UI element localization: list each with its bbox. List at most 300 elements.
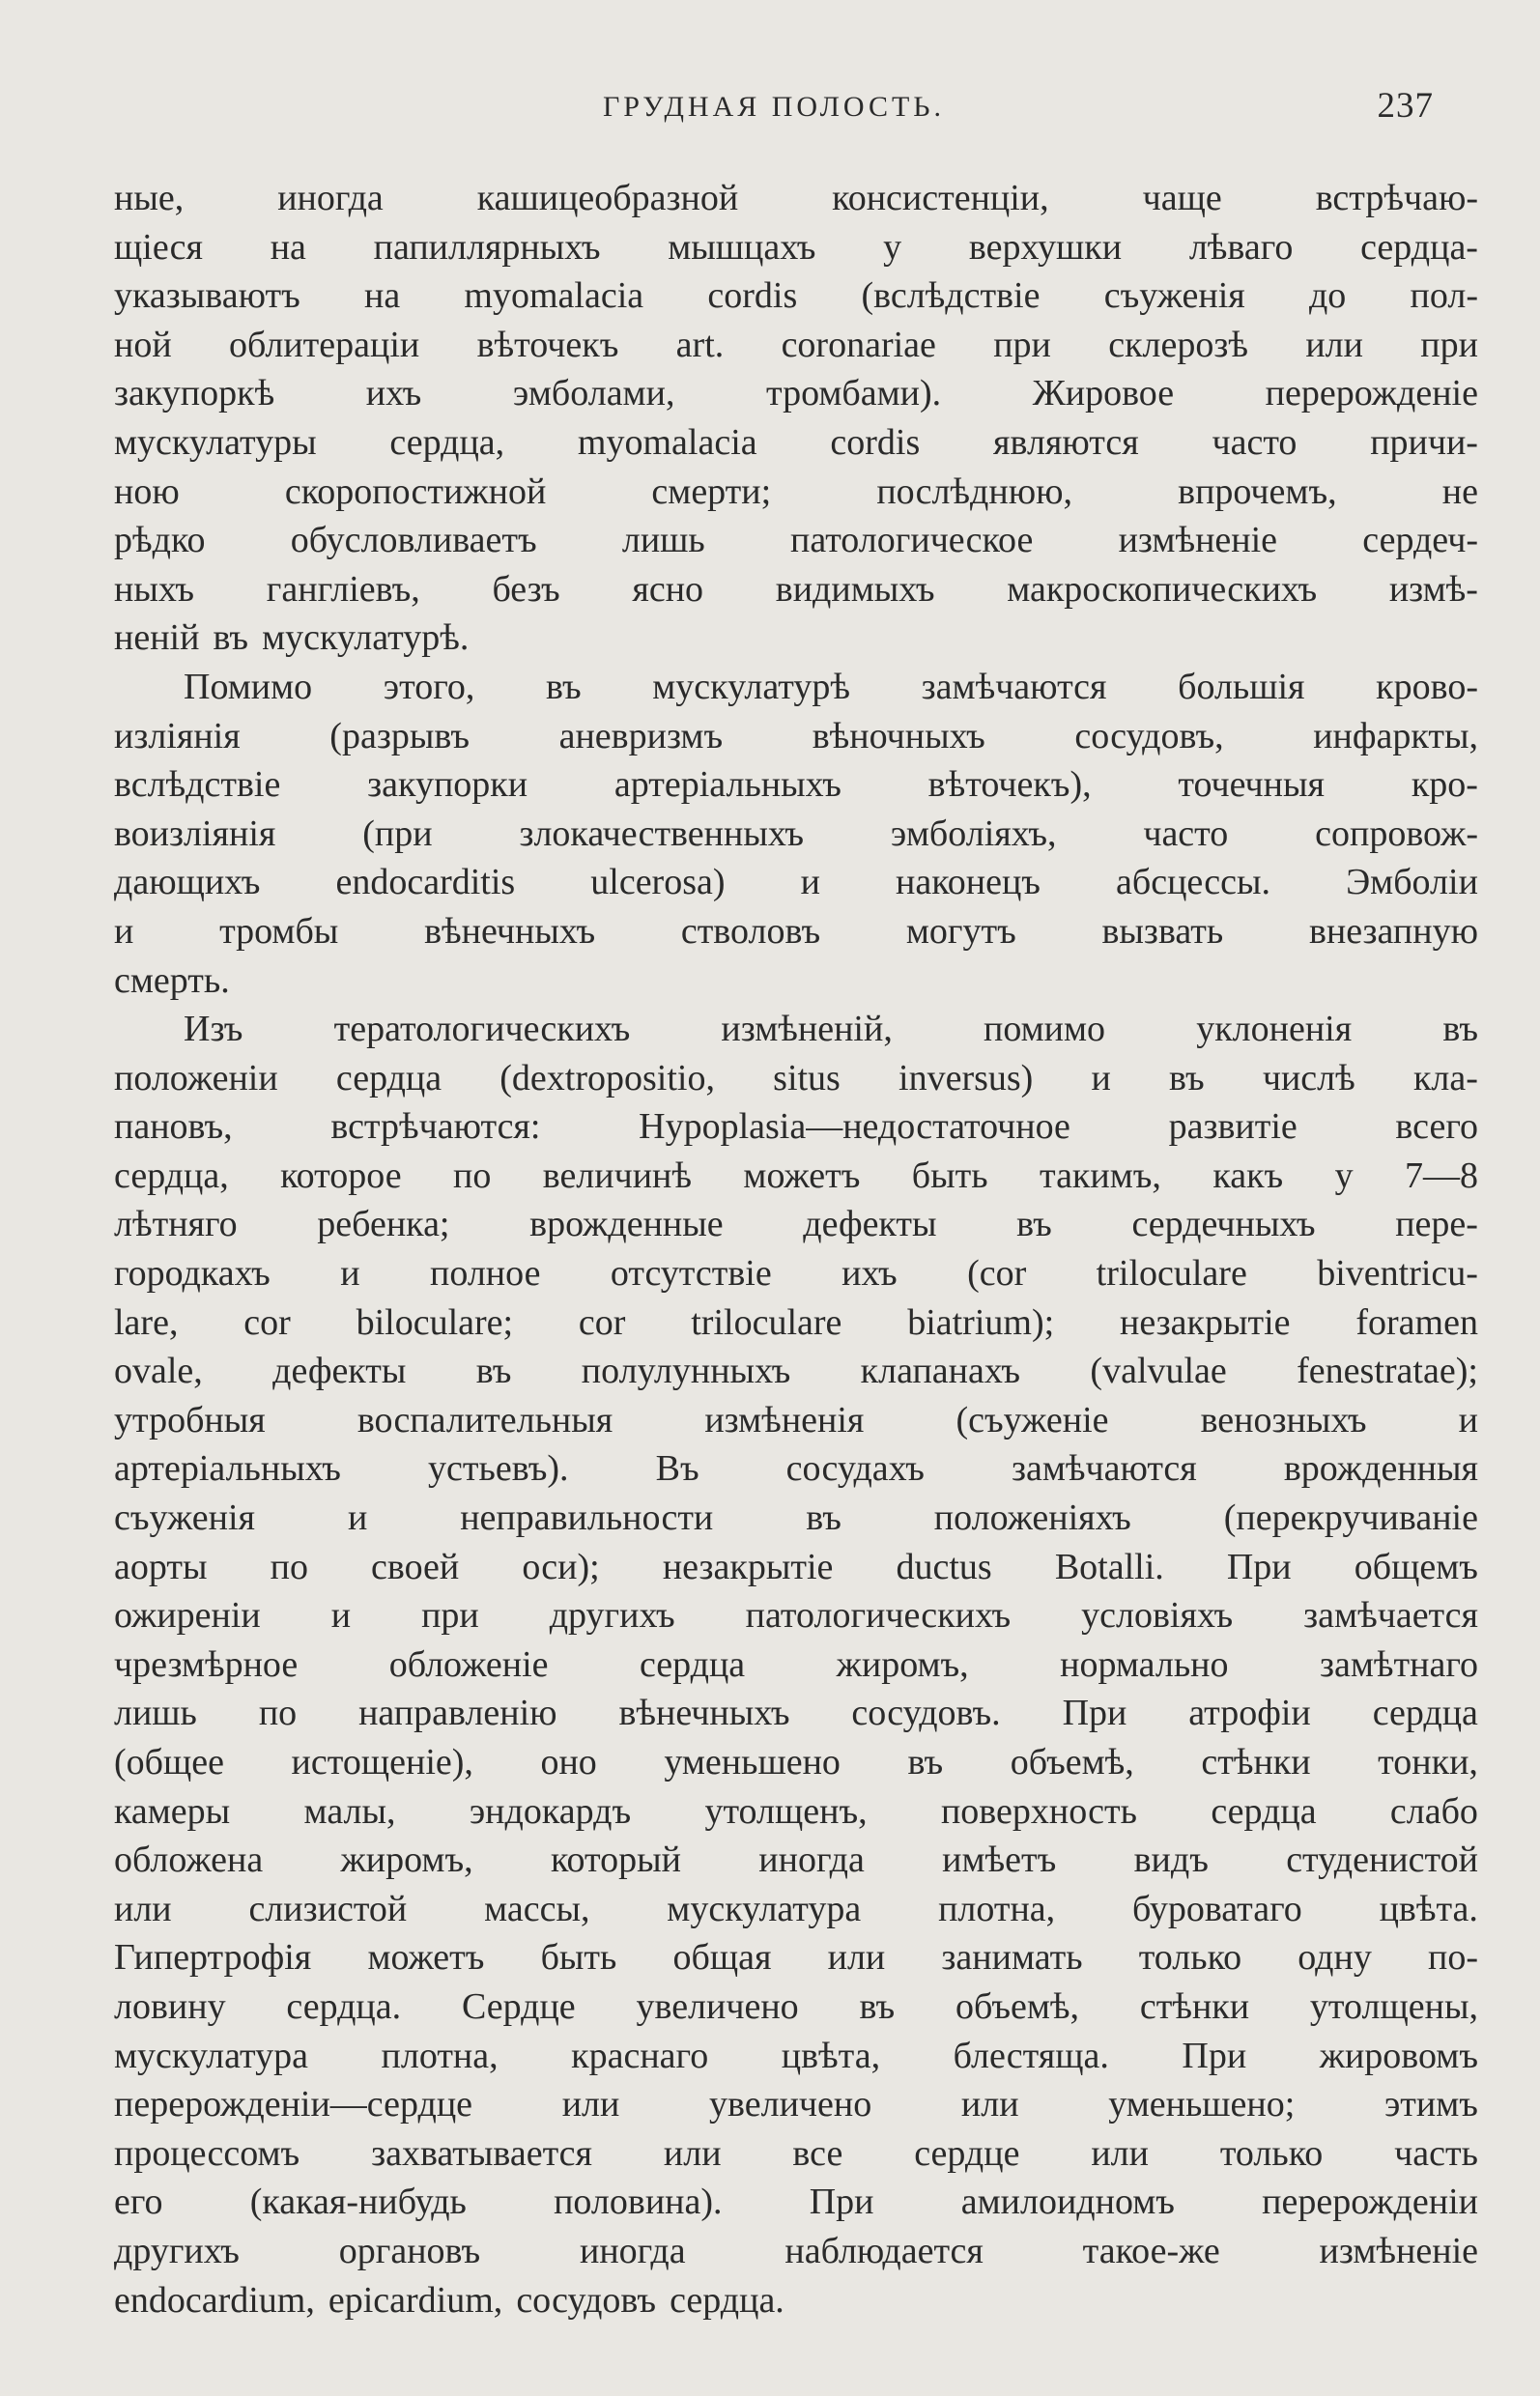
word: Сердце <box>461 1985 576 2027</box>
text-line <box>114 663 1478 712</box>
word: безъ <box>492 568 560 610</box>
word: можетъ <box>367 1937 485 1979</box>
text-line <box>114 1738 1478 1787</box>
word: закупоркѣ <box>114 373 275 414</box>
word: въ <box>859 1985 896 2027</box>
word: ulcerosa) <box>590 862 726 903</box>
word: на <box>363 275 401 317</box>
word: foramen <box>1355 1301 1478 1343</box>
word: и <box>1458 1399 1478 1440</box>
word: cor <box>578 1301 626 1343</box>
word: или <box>1305 324 1363 365</box>
word: ной <box>114 324 172 365</box>
word: полное <box>430 1253 541 1295</box>
word: вѣнечныхъ <box>424 910 596 952</box>
word: воизліянія <box>114 813 276 854</box>
word: замѣчается <box>1303 1595 1478 1637</box>
word: клапанахъ <box>860 1351 1021 1392</box>
word: перерожденіи <box>1262 2182 1478 2223</box>
word: крово- <box>1376 666 1478 707</box>
word: сердца, <box>114 1155 229 1196</box>
text-line <box>114 174 1478 223</box>
word: При <box>1062 1693 1127 1734</box>
word: ожиреніи <box>114 1595 261 1637</box>
word: сосудовъ. <box>851 1693 1001 1734</box>
word: жиромъ, <box>340 1840 473 1881</box>
word: сердца <box>1372 1693 1478 1734</box>
word: у <box>883 226 902 268</box>
text-line <box>114 468 1478 517</box>
word: встрѣчаю- <box>1315 178 1478 218</box>
word: часть <box>1394 2132 1478 2174</box>
word: сердца- <box>1360 226 1478 268</box>
word: (общее <box>114 1742 224 1783</box>
word: вѣнечныхъ <box>618 1693 790 1734</box>
word: инфаркты, <box>1313 715 1478 756</box>
word: (съуженіе <box>955 1399 1109 1440</box>
word: и <box>330 1595 352 1637</box>
word: въ <box>1169 1057 1205 1098</box>
text-line <box>114 1200 1478 1249</box>
text-line <box>114 1054 1478 1103</box>
word: въ <box>545 666 582 707</box>
word: другихъ <box>114 2230 240 2271</box>
text-line <box>114 516 1478 565</box>
word: смерти; <box>651 471 772 512</box>
word: впрочемъ, <box>1178 471 1337 512</box>
word: цвѣта. <box>1379 1888 1478 1929</box>
word: или <box>561 2084 620 2125</box>
text-line <box>114 956 1478 1006</box>
word: поверхность <box>940 1790 1137 1832</box>
word: измѣ- <box>1388 568 1478 610</box>
word: и <box>347 1498 368 1539</box>
word: (вслѣдствіе <box>861 275 1041 317</box>
word: въ <box>475 1351 512 1392</box>
word: эмболіяхъ, <box>890 813 1057 854</box>
word: ихъ <box>365 373 422 414</box>
word: атрофіи <box>1188 1693 1311 1734</box>
word: Botalli. <box>1054 1546 1164 1587</box>
word: всего <box>1395 1106 1478 1148</box>
word: воспалительныя <box>356 1399 613 1440</box>
page-number: 237 <box>1377 86 1434 126</box>
word: числѣ <box>1262 1057 1355 1098</box>
text-line <box>114 2080 1478 2129</box>
word: замѣчаются <box>1011 1448 1197 1490</box>
word: причи- <box>1370 421 1478 463</box>
word: отсутствіе <box>610 1253 772 1295</box>
word: артеріальныхъ <box>114 1448 341 1490</box>
text-line <box>114 1543 1478 1592</box>
text-line <box>114 1640 1478 1690</box>
word: пановъ, <box>114 1106 233 1148</box>
word: артеріальныхъ <box>613 764 841 806</box>
word: жировомъ <box>1319 2035 1478 2076</box>
word: неправильности <box>460 1498 714 1539</box>
word: утолщенъ, <box>704 1790 868 1832</box>
word: стволовъ <box>680 910 821 952</box>
word: ловину <box>114 1985 226 2027</box>
text-line <box>114 613 1478 663</box>
word: сосудовъ <box>516 2279 657 2321</box>
word: краснаго <box>571 2035 709 2076</box>
text-line <box>114 858 1478 907</box>
word: буроватаго <box>1131 1888 1302 1929</box>
word: другихъ <box>549 1595 675 1637</box>
word: врожденныя <box>1283 1448 1478 1490</box>
word: перерожденіи—сердце <box>114 2084 473 2125</box>
word: внезапную <box>1308 910 1478 952</box>
word: Гипертрофія <box>114 1937 312 1979</box>
word: который <box>550 1840 681 1881</box>
text-line <box>114 2129 1478 2179</box>
word: плотна, <box>938 1888 1056 1929</box>
word: слабо <box>1389 1790 1478 1832</box>
word: иногда <box>758 1840 865 1881</box>
word: дающихъ <box>114 862 261 903</box>
word: слизистой <box>248 1888 408 1929</box>
word: art. <box>675 324 725 365</box>
word: гангліевъ, <box>266 568 420 610</box>
word: уклоненія <box>1196 1009 1353 1050</box>
word: до <box>1308 275 1347 317</box>
word: оси); <box>522 1546 600 1587</box>
word: При <box>809 2182 874 2223</box>
word: могутъ <box>905 910 1016 952</box>
word: тератологическихъ <box>333 1009 631 1050</box>
text-line <box>114 2032 1478 2081</box>
word: помимо <box>983 1009 1106 1050</box>
word: при <box>1420 324 1478 365</box>
word: не <box>1441 471 1478 512</box>
word: закупорки <box>367 764 528 806</box>
word: половина). <box>554 2182 723 2223</box>
word: склерозѣ <box>1108 324 1249 365</box>
word: положеніи <box>114 1057 278 1098</box>
word: уменьшено <box>664 1742 841 1783</box>
word: кро- <box>1411 764 1478 806</box>
word: которое <box>280 1155 402 1196</box>
text-line <box>114 1396 1478 1445</box>
word: пере- <box>1395 1204 1478 1245</box>
word: замѣтнаго <box>1319 1643 1478 1685</box>
word: biventricu- <box>1317 1253 1478 1295</box>
word: малы, <box>303 1790 396 1832</box>
word: направленію <box>358 1693 557 1734</box>
word: при <box>421 1595 479 1637</box>
word: замѣчаются <box>921 666 1107 707</box>
word: triloculare <box>691 1301 842 1343</box>
word: аневризмъ <box>558 715 724 756</box>
text-line <box>114 1836 1478 1885</box>
word: по <box>258 1693 298 1734</box>
word: вызвать <box>1101 910 1224 952</box>
word: нормально <box>1060 1643 1229 1685</box>
word: 7—8 <box>1404 1155 1478 1196</box>
word: съуженія <box>114 1498 256 1539</box>
word: endocardium, <box>114 2279 315 2321</box>
word: его <box>114 2182 163 2223</box>
word: величинѣ <box>542 1155 693 1196</box>
word: лѣтняго <box>114 1204 238 1245</box>
word: иногда <box>277 178 384 218</box>
word: видъ <box>1133 1840 1209 1881</box>
text-line <box>114 1885 1478 1934</box>
word: cordis <box>830 421 921 463</box>
word: въ <box>907 1742 944 1783</box>
word: амилоидномъ <box>960 2182 1175 2223</box>
word: или <box>663 2132 722 2174</box>
word: сосудахъ <box>785 1448 925 1490</box>
word: Изъ <box>184 1009 243 1050</box>
text-line <box>114 418 1478 468</box>
word: и <box>1091 1057 1111 1098</box>
word: по <box>270 1546 308 1587</box>
word: стѣнки <box>1201 1742 1311 1783</box>
word: являются <box>993 421 1139 463</box>
word: уменьшено; <box>1108 2084 1296 2125</box>
word: сердце <box>914 2132 1020 2174</box>
word: какъ <box>1212 1155 1284 1196</box>
word: наконецъ <box>896 862 1041 903</box>
word: истощеніе), <box>291 1742 473 1783</box>
word: cor <box>243 1301 291 1343</box>
word: epicardium, <box>328 2279 503 2321</box>
word: кашицеобразной <box>476 178 739 218</box>
word: венозныхъ <box>1200 1399 1367 1440</box>
word: большія <box>1178 666 1305 707</box>
word: мускулатуры <box>114 421 317 463</box>
word: сердца <box>335 1057 442 1098</box>
word: измѣненій, <box>721 1009 893 1050</box>
word: (valvulae <box>1090 1351 1227 1392</box>
word: или <box>827 1937 886 1979</box>
word: При <box>1182 2035 1247 2076</box>
word: сопровож- <box>1315 813 1478 854</box>
word: патологическое <box>789 520 1034 561</box>
word: видимыхъ <box>775 568 935 610</box>
word: обусловливаетъ <box>290 520 537 561</box>
word: (разрывъ <box>329 715 471 756</box>
word: сердца, <box>389 421 505 463</box>
word: щіеся <box>114 226 203 268</box>
word: незакрытіе <box>662 1546 834 1587</box>
word: абсцессы. <box>1116 862 1271 903</box>
word: biatrium); <box>907 1301 1055 1343</box>
word: скоропостижной <box>284 471 547 512</box>
word: быть <box>540 1937 617 1979</box>
word: пол- <box>1410 275 1478 317</box>
word: мышцахъ <box>668 226 816 268</box>
word: обложена <box>114 1840 264 1881</box>
word: этимъ <box>1384 2084 1478 2125</box>
word: незакрытіе <box>1119 1301 1291 1343</box>
word: массы, <box>484 1888 590 1929</box>
word: увеличено <box>709 2084 872 2125</box>
word: мускулатурѣ <box>652 666 851 707</box>
word: въ <box>1016 1204 1052 1245</box>
text-line <box>114 1689 1478 1738</box>
word: папиллярныхъ <box>373 226 601 268</box>
word: общая <box>672 1937 772 1979</box>
word: coronariae <box>781 324 936 365</box>
word: стѣнки <box>1139 1985 1250 2027</box>
word: только <box>1219 2132 1324 2174</box>
word: объемѣ, <box>955 1985 1080 2027</box>
word: ныхъ <box>114 568 195 610</box>
word: условіяхъ <box>1081 1595 1234 1637</box>
word: cordis <box>707 275 798 317</box>
text-line <box>114 1444 1478 1494</box>
word: аорты <box>114 1546 208 1587</box>
word: камеры <box>114 1790 231 1832</box>
word: Помимо <box>184 666 313 707</box>
word: и <box>340 1253 360 1295</box>
word: измѣненія <box>704 1399 865 1440</box>
word: или <box>960 2084 1019 2125</box>
word: myomalacia <box>464 275 644 317</box>
word: у <box>1334 1155 1354 1196</box>
text-line <box>114 1298 1478 1348</box>
text-line <box>114 271 1478 321</box>
text-line <box>114 1249 1478 1298</box>
word: и <box>114 910 134 952</box>
word: Эмболіи <box>1346 862 1478 903</box>
text-line <box>114 810 1478 859</box>
word: этого, <box>383 666 475 707</box>
word: городкахъ <box>114 1253 271 1295</box>
word: ovale, <box>114 1351 203 1392</box>
word: неній <box>114 617 200 659</box>
word: (при <box>362 813 433 854</box>
word: увеличено <box>636 1985 799 2027</box>
word: наблюдается <box>784 2230 984 2271</box>
text-line <box>114 2227 1478 2276</box>
word: (cor <box>967 1253 1027 1295</box>
word: оно <box>540 1742 597 1783</box>
running-title: ГРУДНАЯ ПОЛОСТЬ. <box>602 91 946 123</box>
word: только <box>1138 1937 1242 1979</box>
word: endocarditis <box>335 862 516 903</box>
word: сердца <box>639 1643 746 1685</box>
text-line <box>114 2276 1478 2325</box>
word: чрезмѣрное <box>114 1643 299 1685</box>
text-line <box>114 1933 1478 1982</box>
word: вѣточекъ), <box>927 764 1092 806</box>
word: При <box>1226 1546 1292 1587</box>
word: сердца <box>1211 1790 1317 1832</box>
word: лишь <box>114 1693 197 1734</box>
word: Въ <box>655 1448 699 1490</box>
word: situs <box>773 1057 841 1098</box>
word: сердца. <box>670 2279 784 2321</box>
word: лишь <box>621 520 705 561</box>
word: процессомъ <box>114 2132 300 2174</box>
word: въ <box>213 617 249 659</box>
word: сердца. <box>286 1985 402 2027</box>
word: объемѣ, <box>1010 1742 1134 1783</box>
word: fenestratae); <box>1297 1351 1478 1392</box>
word: тромбами). <box>766 373 942 414</box>
word: вѣточекъ <box>476 324 619 365</box>
word: часто <box>1143 813 1229 854</box>
word: на <box>270 226 306 268</box>
word: по <box>452 1155 492 1196</box>
word: ductus <box>896 1546 992 1587</box>
text-line <box>114 1591 1478 1640</box>
word: имѣетъ <box>942 1840 1057 1881</box>
word: (какая-нибудь <box>249 2182 467 2223</box>
word: ихъ <box>841 1253 898 1295</box>
word: злокачественныхъ <box>519 813 805 854</box>
word: ною <box>114 471 180 512</box>
word: жиромъ, <box>836 1643 969 1685</box>
word: эндокардъ <box>469 1790 632 1832</box>
word: облитераціи <box>228 324 420 365</box>
word: иногда <box>580 2230 686 2271</box>
word: утробныя <box>114 1399 266 1440</box>
word: измѣненіе <box>1319 2230 1478 2271</box>
text-line <box>114 321 1478 370</box>
word: вслѣдствіе <box>114 764 281 806</box>
word: верхушки <box>968 226 1123 268</box>
word: тонки, <box>1378 1742 1478 1783</box>
text-line <box>114 1152 1478 1201</box>
word: студенистой <box>1286 1840 1478 1881</box>
word: патологическихъ <box>745 1595 1012 1637</box>
text-line <box>114 1787 1478 1837</box>
word: сердеч- <box>1362 520 1478 561</box>
word: общемъ <box>1354 1546 1478 1587</box>
word: съуженія <box>1103 275 1245 317</box>
word: блестяща. <box>953 2035 1109 2076</box>
word: смерть. <box>114 959 230 1001</box>
text-line <box>114 1347 1478 1396</box>
text-line <box>114 760 1478 810</box>
body-text <box>114 174 1478 2325</box>
text-line <box>114 1005 1478 1054</box>
text-line <box>114 1494 1478 1543</box>
word: при <box>993 324 1051 365</box>
word: послѣднюю, <box>876 471 1073 512</box>
text-line <box>114 2178 1478 2227</box>
word: Жировое <box>1032 373 1175 414</box>
word: измѣненіе <box>1118 520 1278 561</box>
text-line <box>114 369 1478 418</box>
word: положеніяхъ <box>933 1498 1131 1539</box>
word: кла- <box>1412 1057 1478 1098</box>
word: въ <box>1442 1009 1478 1050</box>
word: сосудовъ, <box>1074 715 1224 756</box>
word: или <box>114 1888 172 1929</box>
word: сердечныхъ <box>1131 1204 1316 1245</box>
word: эмболами, <box>512 373 675 414</box>
word: полулунныхъ <box>581 1351 791 1392</box>
text-line <box>114 907 1478 956</box>
word: точечныя <box>1178 764 1326 806</box>
word: встрѣчаются: <box>330 1106 541 1148</box>
word: обложеніе <box>388 1643 549 1685</box>
word: inversus) <box>898 1057 1034 1098</box>
word: или <box>1091 2132 1149 2174</box>
word: макроскопическихъ <box>1007 568 1318 610</box>
word: biloculare; <box>356 1301 514 1343</box>
word: по- <box>1427 1937 1478 1979</box>
word: такимъ, <box>1040 1155 1161 1196</box>
word: часто <box>1212 421 1298 463</box>
word: врожденные <box>529 1204 724 1245</box>
